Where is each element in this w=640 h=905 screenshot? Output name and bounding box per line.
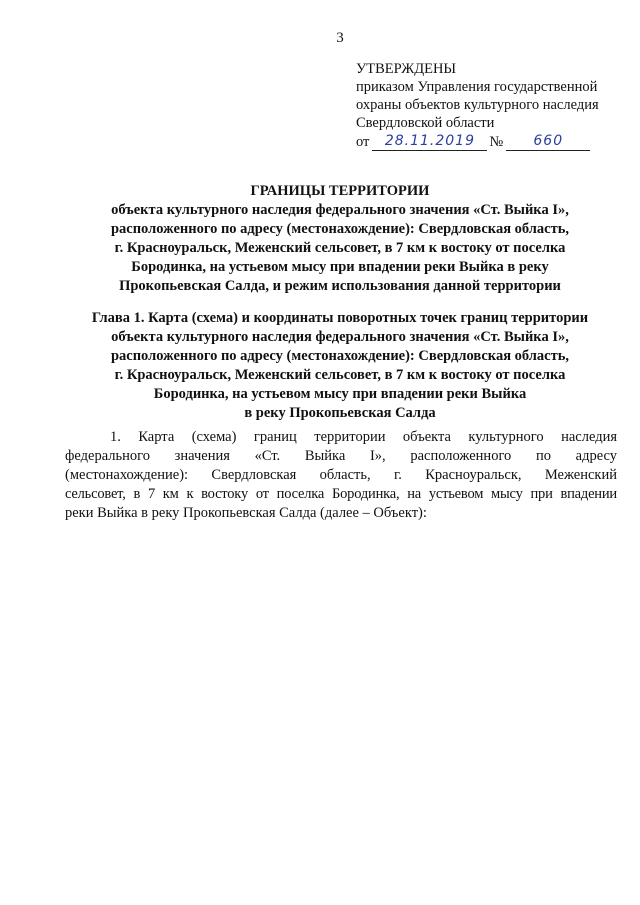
title-line: Бородинка, на устьевом мысу при впадении реки Выйка в реку [131, 259, 549, 275]
title-line: расположенного по адресу (местонахождение): Свердловская область, [110, 221, 570, 237]
paragraph-line: 1. Карта (схема) границ территории объекта культурного наследия [110, 429, 617, 445]
date-handwritten: 28.11.2019 [384, 133, 475, 149]
number-field [506, 134, 590, 151]
title-line: объекта культурного наследия федерального значения «Ст. Выйка I», [111, 202, 569, 218]
paragraph-line: (местонахождение): Свердловская область, г. Красноуральск, Меженский [65, 467, 617, 483]
number-handwritten: 660 [533, 133, 564, 149]
date-field [372, 134, 487, 151]
chapter-line: Глава 1. Карта (схема) и координаты поворотных точек границ территории [91, 310, 589, 326]
chapter-line: расположенного по адресу (местонахождение): Свердловская область, [110, 348, 570, 364]
chapter-line: Бородинка, на устьевом мысу при впадении реки Выйка [153, 386, 527, 402]
approval-line-2: охраны объектов культурного наследия [356, 97, 599, 113]
approval-heading: УТВЕРЖДЕНЫ [356, 61, 457, 77]
approval-stamp [356, 60, 636, 151]
title-heading: ГРАНИЦЫ ТЕРРИТОРИИ [250, 183, 430, 199]
approval-line-3: Свердловской области [356, 115, 495, 131]
number-prefix: № [489, 134, 504, 150]
paragraph-line: реки Выйка в реку Прокопьевская Салда (далее – Объект): [65, 505, 427, 521]
paragraph-line: федерального значения «Ст. Выйка I», расположенного по адресу [65, 448, 617, 464]
page-number: 3 [336, 30, 344, 46]
paragraph-line: сельсовет, в 7 км к востоку от поселка Бородинка, на устьевом мысу при впадении [65, 486, 617, 502]
title-line: Прокопьевская Салда, и режим использования данной территории [119, 278, 561, 294]
chapter-heading [60, 309, 620, 423]
approval-line-1: приказом Управления государственной [356, 79, 598, 95]
approval-date-number-line [356, 133, 636, 151]
chapter-line: г. Красноуральск, Меженский сельсовет, в 7 км к востоку от поселка [114, 367, 566, 383]
document-title [60, 182, 620, 296]
title-line: г. Красноуральск, Меженский сельсовет, в 7 км к востоку от поселка [114, 240, 566, 256]
chapter-line: в реку Прокопьевская Салда [244, 405, 436, 421]
chapter-line: объекта культурного наследия федерального значения «Ст. Выйка I», [111, 329, 569, 345]
date-prefix: от [356, 134, 370, 150]
paragraph-1 [65, 428, 617, 523]
